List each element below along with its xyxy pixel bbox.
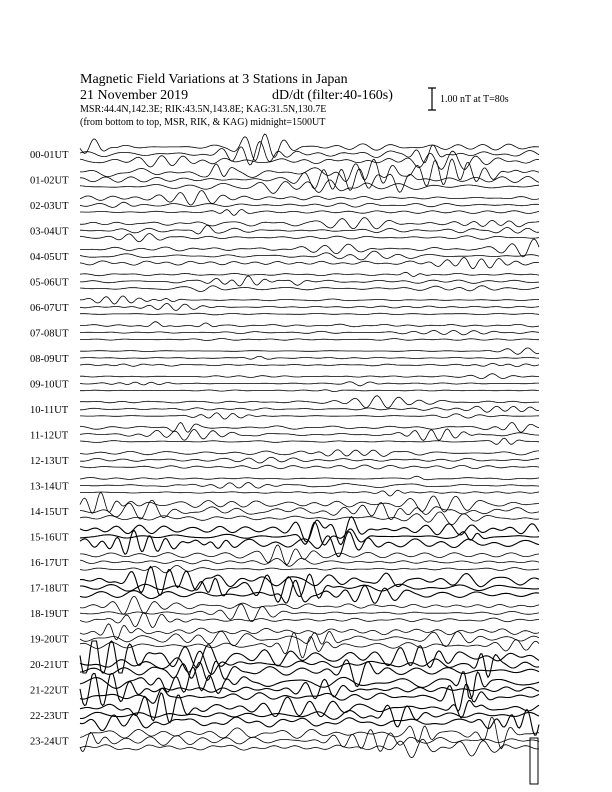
trace-kag (80, 348, 539, 354)
trace-kag (80, 450, 539, 457)
trace-rik (80, 169, 539, 193)
date-label: 21 November 2019 (80, 88, 189, 103)
hour-label: 15-16UT (30, 532, 69, 544)
trace-msr (80, 633, 539, 658)
trace-rik (80, 330, 539, 335)
quantity-label: dD/dt (filter:40-160s) (272, 88, 393, 103)
trace-kag (80, 396, 539, 408)
trace-msr (80, 390, 539, 392)
trace-rik (80, 558, 539, 566)
hour-label: 01-02UT (30, 175, 69, 187)
hour-label: 17-18UT (30, 583, 69, 595)
trace-rik (80, 225, 539, 234)
trace-msr (80, 512, 539, 525)
hour-label: 02-03UT (30, 201, 69, 212)
trace-kag (80, 322, 539, 327)
trace-kag (80, 191, 539, 206)
trace-msr (80, 180, 539, 193)
hour-label: 13-14UT (30, 481, 69, 493)
trace-msr (80, 613, 539, 628)
trace-rik (80, 457, 539, 463)
hour-label: 10-11UT (30, 405, 69, 416)
trace-kag (80, 296, 539, 304)
trace-rik (80, 276, 539, 286)
hour-label: 16-17UT (30, 558, 69, 569)
trace-rik (80, 202, 539, 207)
trace-rik (80, 500, 539, 519)
trace-msr (80, 257, 539, 268)
trace-kag (80, 545, 539, 565)
hour-label: 09-10UT (30, 379, 69, 391)
hour-label: 06-07UT (30, 303, 69, 314)
chart-title: Magnetic Field Variations at 3 Stations in Japan (80, 72, 348, 87)
trace-rik (80, 483, 539, 489)
trace-msr (80, 413, 539, 419)
hour-label: 14-15UT (30, 507, 69, 518)
trace-rik (80, 251, 539, 260)
station-coordinates: MSR:44.4N,142.3E; RIK:43.5N,143.8E; KAG:31.5N,130.7E (80, 104, 327, 115)
end-marker (530, 738, 538, 784)
trace-msr (80, 234, 539, 242)
hour-label: 23-24UT (30, 736, 69, 748)
trace-msr (80, 363, 539, 366)
scale-bar-label: 1.00 nT at T=80s (440, 94, 509, 105)
trace-msr (80, 339, 539, 341)
scale-bar (428, 88, 436, 110)
trace-msr (80, 490, 539, 496)
hour-label: 11-12UT (30, 430, 69, 442)
trace-order-note: (from bottom to top, MSR, RIK, & KAG) midnight=1500UT (80, 117, 326, 128)
trace-msr (80, 210, 539, 216)
trace-rik (80, 356, 539, 359)
trace-rik (80, 651, 539, 677)
trace-msr (80, 438, 539, 444)
hour-label: 12-13UT (30, 456, 69, 467)
hour-label: 04-05UT (30, 252, 69, 263)
trace-rik (80, 303, 539, 310)
trace-kag (80, 423, 539, 433)
trace-kag (80, 567, 539, 596)
trace-rik (80, 406, 539, 412)
hour-label: 21-22UT (30, 685, 69, 697)
trace-kag (80, 693, 539, 723)
trace-kag (80, 239, 539, 257)
trace-msr (80, 465, 539, 469)
trace-msr (80, 286, 539, 292)
hour-label: 19-20UT (30, 634, 69, 646)
trace-kag (80, 374, 539, 379)
trace-msr (80, 313, 539, 315)
hour-label: 18-19UT (30, 609, 69, 620)
hour-label: 22-23UT (30, 711, 69, 722)
hour-label: 05-06UT (30, 277, 69, 289)
hour-label: 20-21UT (30, 660, 69, 671)
trace-kag (80, 134, 539, 161)
trace-msr (80, 739, 539, 757)
trace-kag (80, 218, 539, 229)
trace-kag (80, 272, 539, 276)
hour-label: 03-04UT (30, 226, 69, 238)
hour-label: 08-09UT (30, 354, 69, 365)
trace-rik (80, 429, 539, 440)
trace-msr (80, 710, 539, 736)
hour-label: 00-01UT (30, 150, 69, 161)
hour-label: 07-08UT (30, 328, 69, 340)
trace-kag (80, 476, 539, 479)
trace-rik (80, 382, 539, 386)
